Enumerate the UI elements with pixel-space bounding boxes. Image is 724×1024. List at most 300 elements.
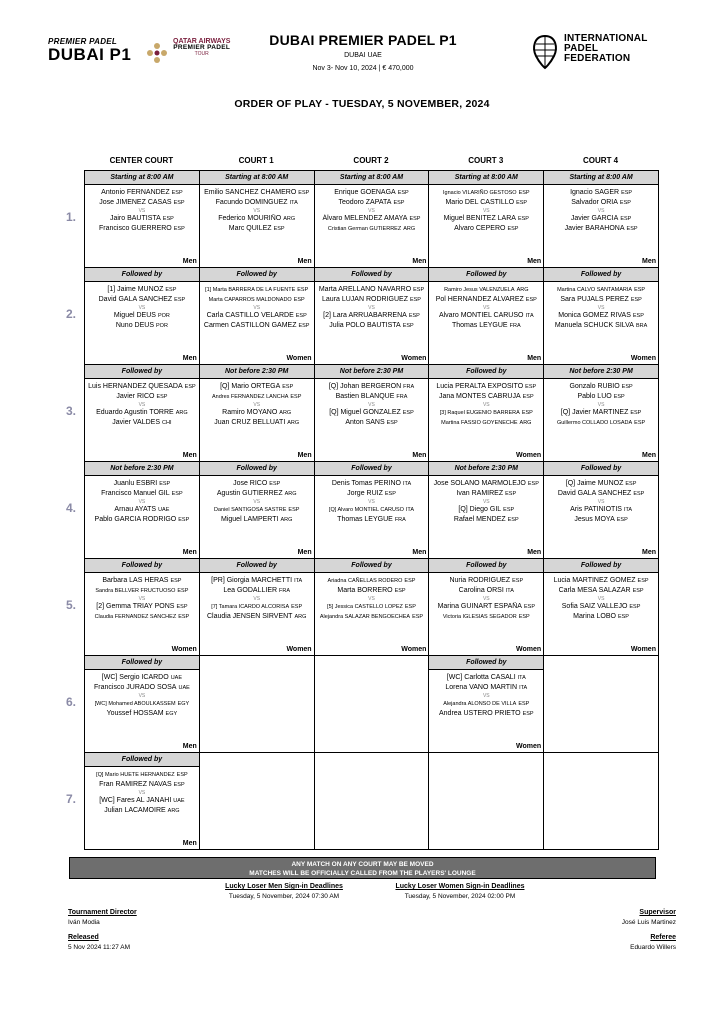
player-nationality: ESP (634, 287, 646, 293)
director-value: Iván Modia (68, 919, 100, 926)
player-name: Lucia PERALTA EXPOSITO (436, 383, 524, 390)
player-entry (85, 699, 199, 709)
fip-text-line3: FEDERATION (564, 53, 631, 64)
match-category: Men (297, 452, 312, 459)
player-name: Jose JIMENEZ CASAS (99, 199, 172, 206)
player-name: Francisco JURADO SOSA (94, 684, 177, 691)
player-entry (85, 602, 199, 612)
player-entry (429, 188, 543, 198)
player-nationality: ITA (505, 588, 514, 594)
player-list (85, 379, 199, 428)
player-name: Lorena VANO MARTIN (445, 684, 518, 691)
player-nationality: ITA (517, 675, 526, 681)
match-cell (543, 461, 659, 559)
match-time: Followed by (429, 656, 543, 670)
player-entry (544, 515, 658, 525)
player-entry (315, 479, 429, 489)
court-header: CENTER COURT (109, 156, 174, 165)
notice-line2: MATCHES WILL BE OFFICIALLY CALLED FROM THE PLAYERS' LOUNGE (249, 870, 476, 877)
match-category: Men (412, 452, 427, 459)
match-category: Women (516, 646, 542, 653)
logo-qatar-airways: QATAR AIRWAYS (173, 38, 231, 45)
referee-label: Referee (650, 934, 676, 941)
match-category: Men (182, 840, 197, 847)
supervisor-label: Supervisor (639, 909, 676, 916)
player-nationality: ARG (280, 517, 293, 523)
match-cell (314, 461, 430, 559)
player-name: Francisco Manuel GIL (101, 490, 170, 497)
versus-label: VS (138, 402, 146, 408)
player-name: Enrique GOENAGA (334, 189, 396, 196)
player-nationality: ARG (167, 808, 180, 814)
match-time: Followed by (315, 268, 429, 282)
match-time: Followed by (544, 268, 658, 282)
player-nationality: ESP (523, 604, 535, 610)
player-nationality: ESP (288, 507, 300, 513)
player-name: Jairo BAUTISTA (109, 215, 161, 222)
match-time: Followed by (200, 268, 314, 282)
match-time: Not before 2:30 PM (429, 462, 543, 476)
player-name: Arnau AYATS (114, 506, 157, 513)
versus-label: VS (482, 596, 490, 602)
player-nationality: ESP (630, 297, 642, 303)
flower-icon (146, 42, 168, 64)
player-name: Rafael MENDEZ (453, 516, 506, 523)
player-name: Alvaro CEPERO (454, 225, 506, 232)
player-entry (315, 602, 429, 612)
player-entry (200, 321, 314, 331)
qatar-airways-logo (173, 38, 230, 57)
player-name: Pol HERNANDEZ ALVAREZ (435, 296, 524, 303)
player-name: David GALA SANCHEZ (98, 296, 173, 303)
player-entry (544, 311, 658, 321)
versus-label: VS (253, 305, 261, 311)
match-cell (314, 267, 430, 365)
player-name: [Q] Mario HUETE HERNANDEZ (96, 772, 175, 778)
player-nationality: ESP (171, 491, 183, 497)
player-entry (429, 612, 543, 622)
match-cell (314, 170, 430, 268)
match-time: Not before 2:30 PM (85, 462, 199, 476)
player-entry (315, 576, 429, 586)
player-entry (544, 602, 658, 612)
player-nationality: ESP (176, 604, 188, 610)
player-nationality: FRA (396, 394, 408, 400)
player-name: Jorge RUIZ (347, 490, 383, 497)
match-time: Not before 2:30 PM (315, 365, 429, 379)
player-nationality: ESP (170, 578, 182, 584)
match-time: Not before 2:30 PM (544, 365, 658, 379)
court-header: COURT 3 (468, 156, 504, 165)
lucky-loser-men-label: Lucky Loser Men Sign-in Deadlines (225, 883, 343, 890)
player-list (429, 670, 543, 719)
player-nationality: ESP (409, 297, 421, 303)
player-name: [WC] Carlotta CASALI (446, 674, 516, 681)
player-name: Javier BARAHONA (564, 225, 625, 232)
match-time: Followed by (200, 559, 314, 573)
player-nationality: ESP (177, 588, 189, 594)
player-list (85, 476, 199, 525)
player-nationality: ESP (394, 588, 406, 594)
player-name: [3] Raquel EUGENIO BARRERA (439, 410, 520, 416)
player-name: [PR] Giorgia MARCHETTI (211, 577, 293, 584)
player-entry (429, 709, 543, 719)
notice-line1: ANY MATCH ON ANY COURT MAY BE MOVED (291, 861, 434, 868)
versus-label: VS (368, 499, 375, 505)
player-list (544, 282, 658, 331)
supervisor (622, 909, 676, 926)
player-name: Carla MESA SALAZAR (558, 587, 631, 594)
player-list (200, 573, 314, 622)
match-category: Men (527, 355, 542, 362)
match-cell (84, 558, 200, 656)
player-entry (544, 214, 658, 224)
player-entry (85, 198, 199, 208)
player-entry (544, 382, 658, 392)
player-entry (315, 321, 429, 331)
player-name: Ramiro Jesus VALENZUELA (444, 287, 515, 293)
player-name: Julia POLO BAUTISTA (329, 322, 401, 329)
player-nationality: ESP (269, 481, 281, 487)
player-entry (200, 515, 314, 525)
player-nationality: ESP (507, 517, 519, 523)
player-name: Victoria IGLESIAS SEGADOR (442, 614, 517, 620)
player-entry (85, 311, 199, 321)
event-location: DUBAI UAE (344, 52, 382, 59)
versus-label: VS (253, 596, 261, 602)
player-nationality: ESP (518, 190, 530, 196)
player-name: Teodoro ZAPATA (338, 199, 392, 206)
player-nationality: ARG (516, 287, 529, 293)
player-name: [1] Jaime MUNOZ (107, 286, 164, 293)
player-name: [WC] Mohamed ABOULKASSEM (94, 701, 176, 707)
match-time: Followed by (85, 559, 199, 573)
player-name: Cristian German GUTIERREZ (327, 226, 402, 232)
match-cell (84, 267, 200, 365)
player-entry (544, 479, 658, 489)
player-nationality: ESP (527, 481, 539, 487)
versus-label: VS (482, 402, 490, 408)
player-name: Andres FERNANDEZ LANCHA (211, 394, 289, 400)
player-nationality: ESP (290, 394, 302, 400)
player-entry (200, 392, 314, 402)
player-entry (85, 408, 199, 418)
player-name: Laura LUJAN RODRIGUEZ (322, 296, 408, 303)
player-nationality: BRA (635, 323, 648, 329)
versus-label: VS (138, 596, 146, 602)
row-number: 6. (65, 695, 76, 709)
player-nationality: ESP (637, 578, 649, 584)
fip-logo-text (564, 34, 648, 64)
player-name: [Q] Johan BERGERON (328, 383, 402, 390)
player-name: Antonio FERNANDEZ (101, 189, 170, 196)
empty-cell (543, 752, 659, 850)
player-list (315, 573, 429, 622)
player-nationality: ESP (518, 701, 530, 707)
player-name: Alejandra SALAZAR BENGOECHEA (319, 614, 411, 620)
player-entry (85, 796, 199, 806)
player-name: [7] Tamara ICARDO ALCORISA (211, 604, 290, 610)
player-nationality: ESP (522, 711, 534, 717)
player-entry (85, 505, 199, 515)
match-category: Women (401, 355, 427, 362)
player-nationality: ESP (404, 578, 416, 584)
match-cell (199, 170, 315, 268)
player-entry (429, 408, 543, 418)
player-name: Nuno DEUS (115, 322, 154, 329)
player-name: Nuria RODRIGUEZ (449, 577, 511, 584)
match-category: Women (171, 646, 197, 653)
player-entry (544, 321, 658, 331)
player-entry (429, 515, 543, 525)
player-name: Martina CALVO SANTAMARIA (557, 287, 633, 293)
player-nationality: ESP (174, 297, 186, 303)
match-category: Women (516, 452, 542, 459)
player-list (429, 573, 543, 622)
released (68, 934, 130, 951)
player-entry (315, 489, 429, 499)
player-entry (544, 285, 658, 295)
player-entry (200, 418, 314, 428)
player-name: Monica GOMEZ RIVAS (558, 312, 631, 319)
match-category: Men (412, 549, 427, 556)
match-cell (84, 364, 200, 462)
player-name: Aris PATINIOTIS (570, 506, 622, 513)
player-name: [WC] Fares AL JANAHI (99, 797, 172, 804)
player-entry (429, 321, 543, 331)
player-name: Sofia SAIZ VALLEJO (561, 603, 628, 610)
match-cell (428, 364, 544, 462)
player-entry (315, 408, 429, 418)
versus-label: VS (597, 596, 605, 602)
player-list (544, 573, 658, 622)
player-list (544, 379, 658, 428)
player-nationality: ESP (616, 517, 628, 523)
lucky-loser-men-value: Tuesday, 5 November, 2024 07:30 AM (228, 893, 340, 900)
player-entry (429, 479, 543, 489)
player-nationality: ESP (282, 384, 294, 390)
player-nationality: ESP (402, 410, 414, 416)
player-entry (85, 612, 199, 622)
player-entry (315, 224, 429, 234)
player-name: Miguel BENITEZ LARA (443, 215, 516, 222)
player-name: Miguel DEUS (113, 312, 156, 319)
player-name: Andrea USTERO PRIETO (438, 710, 521, 717)
player-name: Marc QUILEZ (228, 225, 272, 232)
row-number: 4. (65, 501, 76, 515)
player-list (85, 282, 199, 331)
player-list (200, 282, 314, 331)
match-cell (199, 267, 315, 365)
player-nationality: ESP (517, 216, 529, 222)
versus-label: VS (138, 499, 146, 505)
versus-label: VS (138, 305, 146, 311)
match-time: Starting at 8:00 AM (200, 171, 314, 185)
player-nationality: ITA (519, 685, 528, 691)
player-nationality: ESP (632, 313, 644, 319)
lucky-loser-women-value: Tuesday, 5 November, 2024 02:00 PM (404, 893, 516, 900)
player-nationality: ESP (522, 394, 534, 400)
schedule-grid (84, 154, 658, 850)
player-nationality: ESP (178, 517, 190, 523)
player-entry (544, 576, 658, 586)
player-nationality: ESP (173, 226, 185, 232)
player-entry (429, 311, 543, 321)
player-nationality: ESP (621, 190, 633, 196)
player-entry (85, 285, 199, 295)
player-nationality: ESP (397, 190, 409, 196)
player-entry (200, 224, 314, 234)
player-entry (85, 489, 199, 499)
player-entry (429, 418, 543, 428)
player-list (429, 185, 543, 234)
player-nationality: ESP (630, 410, 642, 416)
player-nationality: ESP (626, 226, 638, 232)
player-name: [Q] Jaime MUNOZ (565, 480, 624, 487)
player-entry (85, 392, 199, 402)
player-nationality: ESP (159, 481, 171, 487)
player-nationality: FRA (403, 384, 415, 390)
player-entry (200, 198, 314, 208)
logo-qatar-tour: TOUR (194, 51, 209, 58)
player-entry (429, 214, 543, 224)
match-cell (543, 364, 659, 462)
player-entry (544, 295, 658, 305)
player-name: Mario DEL CASTILLO (445, 199, 515, 206)
player-entry (544, 612, 658, 622)
event-dates: Nov 3- Nov 10, 2024 | € 470,000 (312, 65, 414, 72)
lucky-loser-women-label: Lucky Loser Women Sign-in Deadlines (395, 883, 525, 890)
player-name: Sandra BELLVER FRUCTUOSO (95, 588, 176, 594)
player-name: Francisco GUERRERO (99, 225, 172, 232)
tournament-director (68, 909, 137, 926)
logo-premier-padel-small: PREMIER PADEL (48, 37, 118, 46)
player-nationality: UAE (158, 507, 170, 513)
player-entry (85, 295, 199, 305)
player-name: Miguel LAMPERTI (221, 516, 279, 523)
player-nationality: ITA (405, 507, 415, 513)
player-entry (315, 295, 429, 305)
player-nationality: ESP (173, 200, 185, 206)
versus-label: VS (482, 693, 490, 699)
player-list (315, 476, 429, 525)
player-nationality: POR (157, 313, 170, 319)
player-entry (429, 382, 543, 392)
player-name: [Q] Diego GIL (458, 506, 502, 513)
player-nationality: ARG (175, 410, 188, 416)
player-entry (429, 602, 543, 612)
player-nationality: ARG (519, 420, 532, 426)
player-nationality: ARG (287, 420, 300, 426)
match-category: Men (182, 549, 197, 556)
versus-label: VS (138, 208, 146, 214)
player-name: Gonzalo RUBIO (569, 383, 620, 390)
player-entry (200, 188, 314, 198)
player-nationality: ESP (619, 200, 631, 206)
player-nationality: ESP (156, 394, 168, 400)
player-name: Jesus MOYA (574, 516, 615, 523)
match-time: Followed by (429, 559, 543, 573)
player-name: Jana MONTES CABRUJA (438, 393, 521, 400)
match-category: Men (182, 452, 197, 459)
player-entry (544, 418, 658, 428)
empty-cell (543, 655, 659, 753)
referee-value: Eduardo Willers (630, 944, 676, 951)
match-category: Men (182, 258, 197, 265)
supervisor-value: José Luis Martinez (621, 919, 676, 926)
player-entry (200, 489, 314, 499)
player-entry (544, 505, 658, 515)
match-cell (543, 558, 659, 656)
player-nationality: ESP (162, 216, 174, 222)
player-name: Martina FASSIO GOYENECHE (441, 420, 518, 426)
player-nationality: ESP (525, 297, 537, 303)
match-cell (199, 461, 315, 559)
player-nationality: ARG (294, 614, 307, 620)
player-nationality: ESP (507, 226, 519, 232)
player-entry (85, 586, 199, 596)
empty-cell (428, 752, 544, 850)
versus-label: VS (253, 402, 261, 408)
event-title: DUBAI PREMIER PADEL P1 (269, 32, 457, 48)
match-cell (84, 752, 200, 850)
player-name: Marta BORRERO (337, 587, 393, 594)
player-list (315, 379, 429, 428)
logo-qatar-premier-padel: PREMIER PADEL (173, 44, 231, 52)
match-time: Followed by (85, 656, 199, 670)
player-name: Youssef HOSSAM (106, 710, 164, 717)
player-entry (200, 479, 314, 489)
player-entry (85, 382, 199, 392)
player-name: Jose SOLANO MARMOLEJO (433, 480, 526, 487)
player-name: Lucia MARTINEZ GOMEZ (553, 577, 636, 584)
versus-label: VS (482, 305, 490, 311)
player-nationality: ESP (409, 216, 421, 222)
fip-text-line2: PADEL (564, 43, 599, 54)
player-nationality: ESP (402, 323, 414, 329)
player-nationality: ITA (525, 313, 534, 319)
match-category: Women (630, 646, 656, 653)
match-time: Followed by (544, 462, 658, 476)
match-category: Women (286, 646, 312, 653)
match-cell (543, 170, 659, 268)
match-category: Men (641, 452, 656, 459)
player-nationality: ESP (613, 394, 625, 400)
player-nationality: ESP (176, 772, 188, 778)
player-name: Thomas LEYGUE (337, 516, 393, 523)
player-name: Lea GODALLIER (223, 587, 278, 594)
player-list (429, 379, 543, 428)
player-entry (200, 311, 314, 321)
player-entry (200, 408, 314, 418)
lucky-loser-women (380, 883, 540, 900)
fip-emblem-icon (530, 34, 560, 70)
player-entry (544, 586, 658, 596)
court-header: COURT 2 (353, 156, 389, 165)
player-nationality: ESP (393, 200, 405, 206)
player-entry (429, 224, 543, 234)
match-category: Men (527, 258, 542, 265)
versus-label: VS (253, 208, 261, 214)
player-entry (85, 709, 199, 719)
player-entry (544, 392, 658, 402)
player-entry (315, 214, 429, 224)
player-nationality: ESP (634, 420, 646, 426)
player-name: Marta CAPARROS MALDONADO (208, 297, 292, 303)
player-nationality: ESP (408, 313, 420, 319)
versus-label: VS (368, 402, 375, 408)
player-entry (544, 224, 658, 234)
